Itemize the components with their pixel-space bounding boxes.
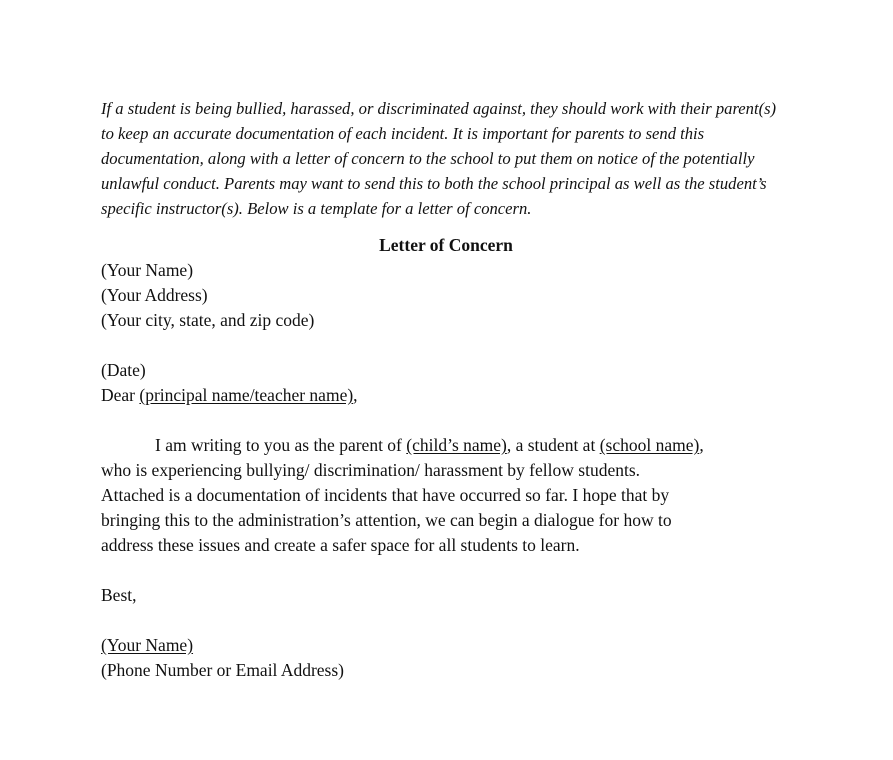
letter-body xyxy=(101,258,801,683)
sender-address: (Your Address) xyxy=(101,285,208,305)
body-part-3: , xyxy=(699,435,704,455)
body-line-1 xyxy=(101,433,801,458)
spacer xyxy=(101,408,801,433)
signature-contact: (Phone Number or Email Address) xyxy=(101,660,345,680)
body-line-3: Attached is a documentation of incidents that have occurred so far. I hope that by xyxy=(101,485,670,505)
letter-title: Letter of Concern xyxy=(379,235,513,255)
signature-name: (Your Name) xyxy=(101,635,194,655)
child-name-placeholder: (child’s name) xyxy=(406,435,507,455)
recipient-placeholder: (principal name/teacher name) xyxy=(139,385,354,405)
letter-page xyxy=(101,96,801,683)
body-part-1: I am writing to you as the parent of xyxy=(155,435,407,455)
salutation xyxy=(101,383,801,408)
salutation-prefix: Dear xyxy=(101,385,140,405)
sender-name: (Your Name) xyxy=(101,260,194,280)
spacer xyxy=(101,558,801,583)
spacer xyxy=(101,333,801,358)
body-part-2: , a student at xyxy=(506,435,600,455)
salutation-suffix: , xyxy=(353,385,358,405)
body-line-2: who is experiencing bullying/ discrimination/ harassment by fellow students. xyxy=(101,460,641,480)
closing: Best, xyxy=(101,585,137,605)
intro-paragraph: If a student is being bullied, harassed, or discriminated against, they should work with their parent(s) to keep an accurate documentation of each incident. It is important for parents to send this documentation, along with a letter of concern to the school to put them on notice of the potentially unlawful conduct. Parents may want to send this to both the school principal as well as the student’s specific instructor(s). Below is a template for a letter of concern. xyxy=(101,99,777,218)
sender-city: (Your city, state, and zip code) xyxy=(101,310,315,330)
letter-date: (Date) xyxy=(101,360,146,380)
body-line-5: address these issues and create a safer space for all students to learn. xyxy=(101,535,580,555)
body-line-4: bringing this to the administration’s attention, we can begin a dialogue for how to xyxy=(101,510,672,530)
spacer xyxy=(101,608,801,633)
school-name-placeholder: (school name) xyxy=(599,435,700,455)
